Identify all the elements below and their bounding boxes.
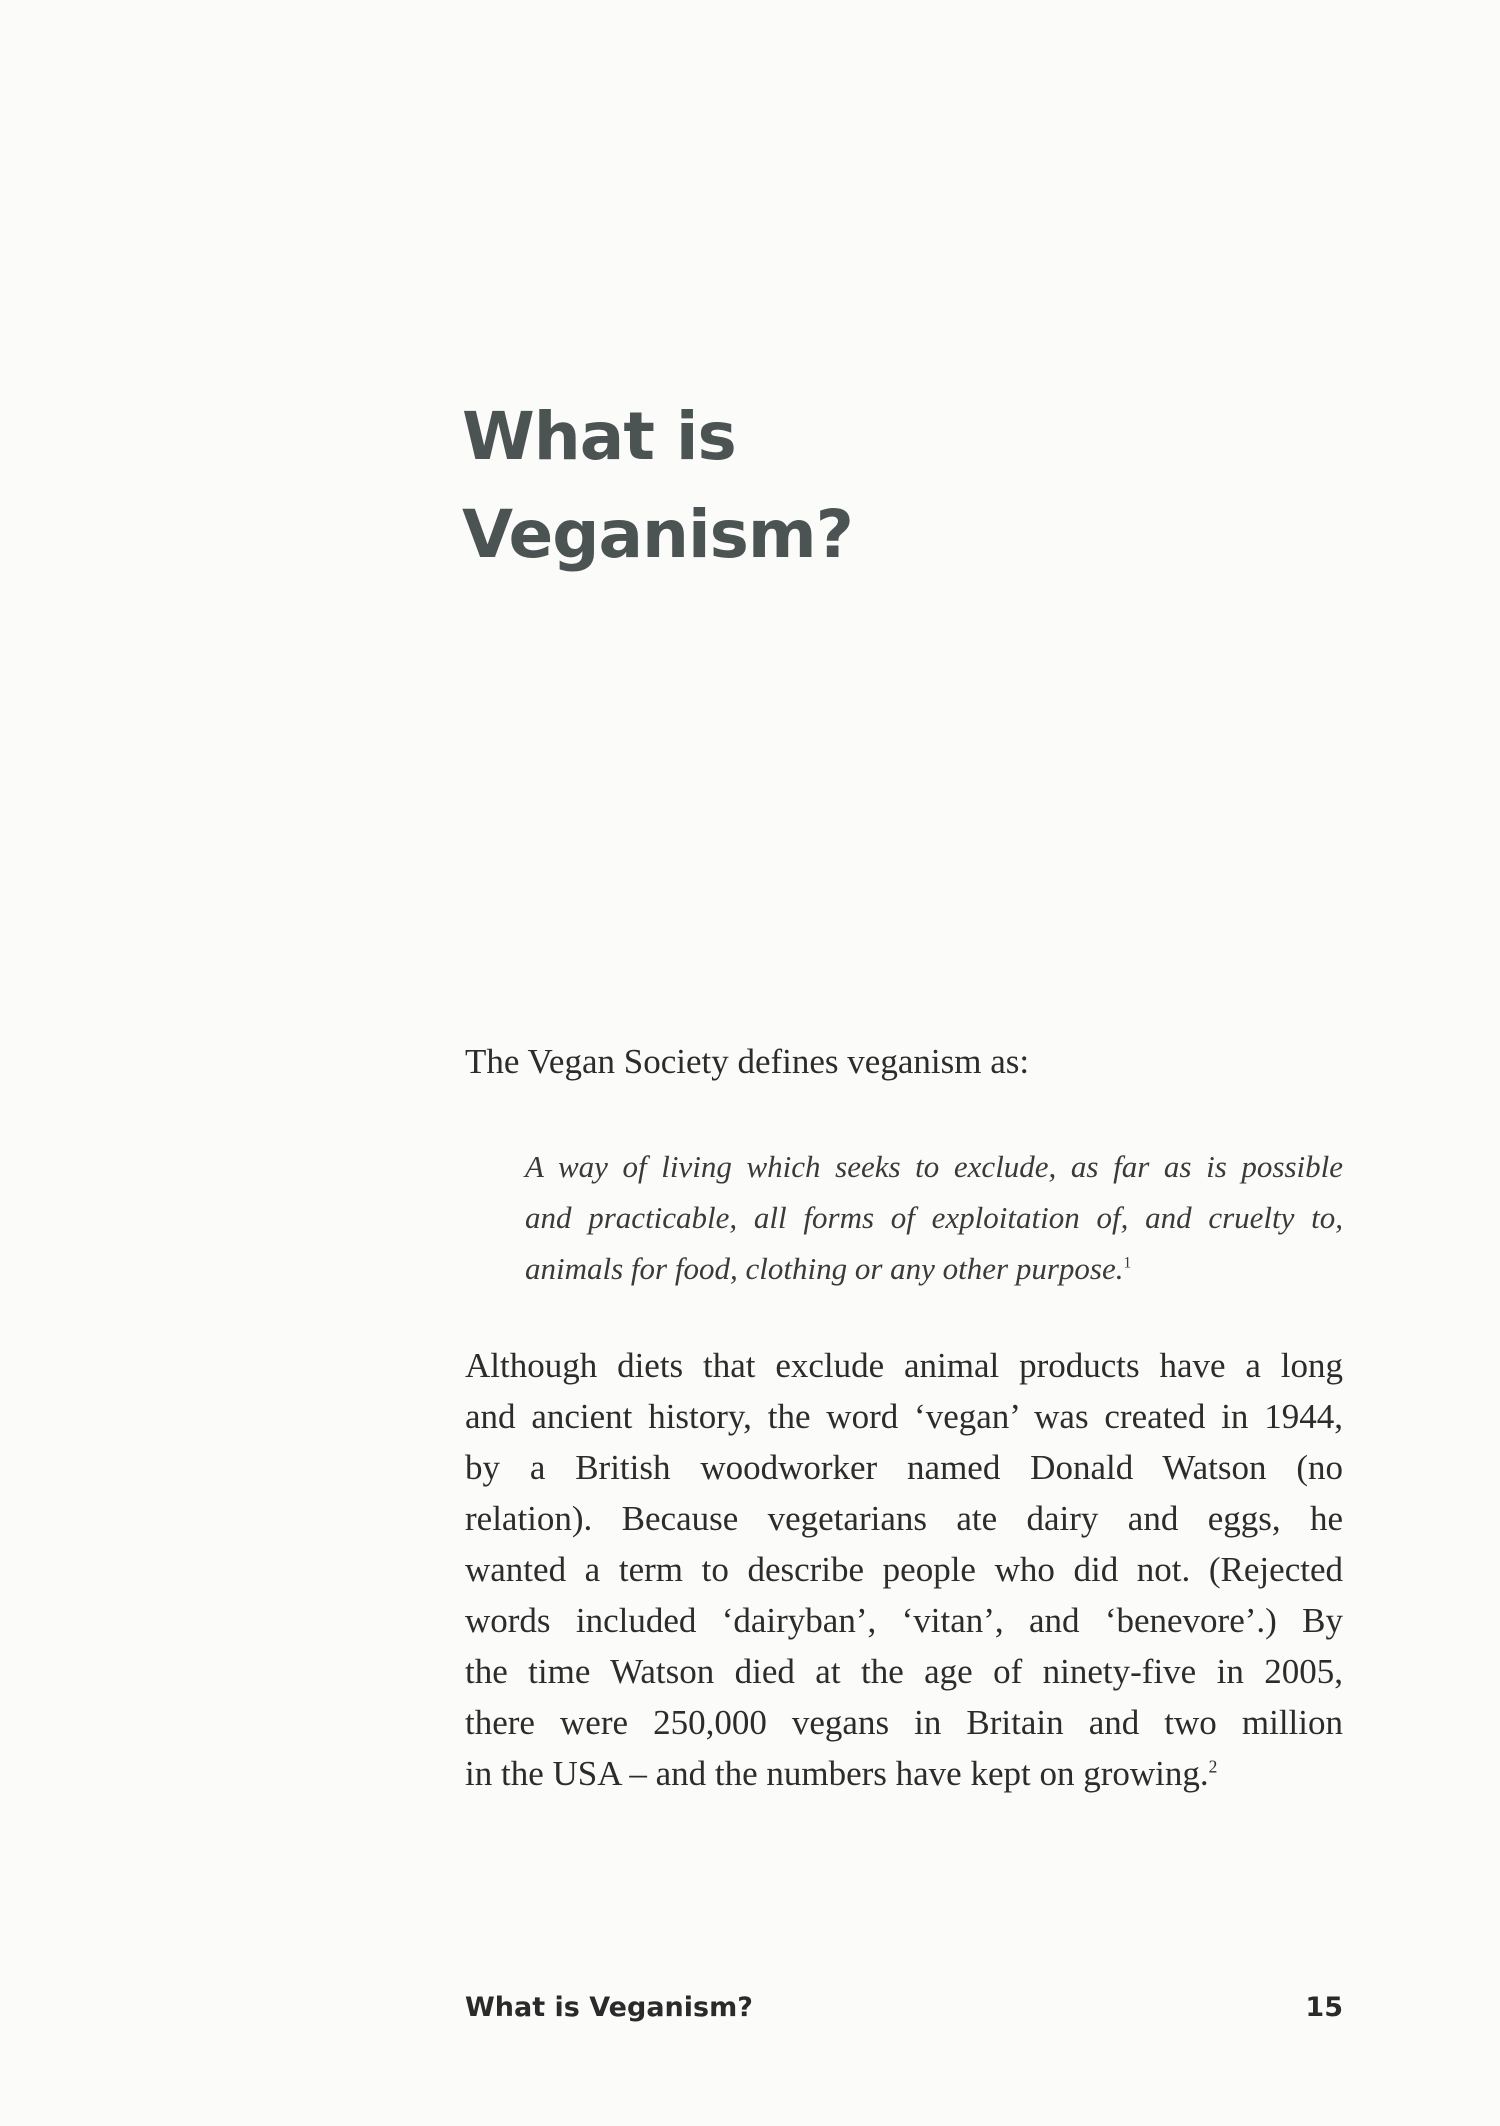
quote-line: and practicable, all forms of exploitation of, and cruelty to, <box>525 1200 1343 1235</box>
footnote-marker: 1 <box>1123 1254 1132 1272</box>
definition-quote <box>525 1141 1343 1294</box>
paragraph-line-text: in the USA – and the numbers have kept on growing. <box>465 1754 1209 1793</box>
chapter-title-line: What is <box>462 398 736 475</box>
paragraph-line-last <box>465 1748 1343 1799</box>
quote-line-last <box>525 1243 1343 1294</box>
paragraph-line: wanted a term to describe people who did not. (Rejected <box>465 1550 1343 1589</box>
paragraph-line: and ancient history, the word ‘vegan’ was created in 1944, <box>465 1397 1343 1436</box>
running-footer-title: What is Veganism? <box>465 1992 753 2023</box>
paragraph-line: words included ‘dairyban’, ‘vitan’, and ‘benevore’.) By <box>465 1601 1343 1640</box>
paragraph-line: by a British woodworker named Donald Watson (no <box>465 1448 1343 1487</box>
chapter-title <box>462 388 1162 584</box>
footnote-marker: 2 <box>1208 1756 1218 1777</box>
quote-line: A way of living which seeks to exclude, as far as is possible <box>525 1149 1343 1184</box>
paragraph-line: there were 250,000 vegans in Britain and two million <box>465 1703 1343 1742</box>
paragraph-line: the time Watson died at the age of ninety-five in 2005, <box>465 1652 1343 1691</box>
page-number: 15 <box>1305 1992 1343 2023</box>
chapter-title-line: Veganism? <box>462 496 853 573</box>
paragraph-line: Although diets that exclude animal products have a long <box>465 1346 1343 1385</box>
intro-text: The Vegan Society defines veganism as: <box>465 1042 1030 1081</box>
quote-line-text: animals for food, clothing or any other purpose. <box>525 1251 1124 1286</box>
body-paragraph <box>465 1340 1343 1799</box>
paragraph-line: relation). Because vegetarians ate dairy and eggs, he <box>465 1499 1343 1538</box>
